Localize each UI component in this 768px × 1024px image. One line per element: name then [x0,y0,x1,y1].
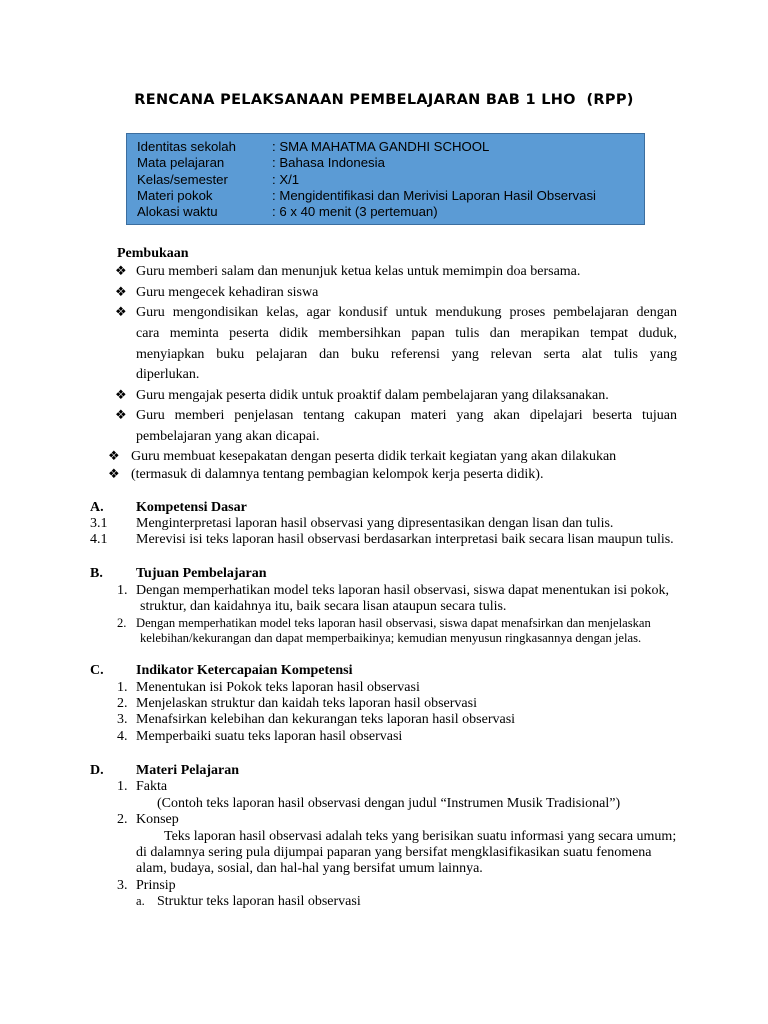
opening-item: Guru mengajak peserta didik untuk proaktif dalam pembelajaran yang dilaksanakan. [136,388,609,403]
section-marker: A. [90,500,104,515]
identity-value: : 6 x 40 menit (3 pertemuan) [272,204,438,219]
opening-item: Guru mengondisikan kelas, agar kondusif untuk mendukung proses pembelajaran dengan [136,305,677,320]
identity-label: Materi pokok [137,188,213,203]
list-number: 3. [117,878,128,893]
identity-value: : X/1 [272,172,300,187]
identity-value: : SMA MAHATMA GANDHI SCHOOL [272,139,490,154]
opening-item-line: diperlukan. [136,367,200,382]
identity-value: : Mengidentifikasi dan Merivisi Laporan Hasil Observasi [272,188,596,203]
list-item: Menafsirkan kelebihan dan kekurangan teks laporan hasil observasi [136,712,516,727]
identity-value: : Bahasa Indonesia [272,155,385,170]
list-item-line: struktur, dan kaidahnya itu, baik secara lisan ataupun secara tulis. [140,599,507,614]
list-item: Menginterpretasi laporan hasil observasi yang dipresentasikan dengan lisan dan tulis. [136,516,614,531]
section-heading: Indikator Ketercapaian Kompetensi [136,663,353,678]
konsep-text-line: alam, budaya, sosial, dan hal-hal yang bersifat umum lainnya. [136,861,483,876]
list-number: 3. [117,712,128,727]
list-item-line: kelebihan/kekurangan dan dapat memperbaikinya; kemudian menyusun ringkasannya dengan jelas. [140,631,642,645]
diamond-bullet-icon: ❖ [115,285,127,300]
diamond-bullet-icon: ❖ [115,264,127,279]
list-number: 2. [117,696,128,711]
section-heading: Materi Pelajaran [136,763,240,778]
diamond-bullet-icon: ❖ [108,467,120,482]
fakta-text: (Contoh teks laporan hasil observasi dengan judul “Instrumen Musik Tradisional”) [157,796,621,811]
identity-label: Identitas sekolah [137,139,236,154]
identity-label: Alokasi waktu [137,204,218,219]
list-item: Menjelaskan struktur dan kaidah teks laporan hasil observasi [136,696,477,711]
list-number: 1. [117,583,128,598]
list-item: Dengan memperhatikan model teks laporan hasil observasi, siswa dapat menentukan isi pokok, [136,583,670,598]
opening-item: (termasuk di dalamnya tentang pembagian kelompok kerja peserta didik). [131,467,544,482]
opening-item: Guru mengecek kehadiran siswa [136,285,319,300]
prinsip-label: Prinsip [136,878,176,893]
opening-item-line: pembelajaran yang akan dicapai. [136,429,320,444]
list-number: 1. [117,680,128,695]
section-marker: B. [90,566,103,581]
list-number: 4. [117,729,128,744]
section-marker: D. [90,763,104,778]
fakta-label: Fakta [136,779,168,794]
identity-label: Kelas/semester [137,172,228,187]
list-item: Memperbaiki suatu teks laporan hasil observasi [136,729,403,744]
list-item: Dengan memperhatikan model teks laporan hasil observasi, siswa dapat menafsirkan dan menjelaskan [136,616,651,630]
opening-item: Guru memberi penjelasan tentang cakupan materi yang akan dipelajari beserta tujuan [136,408,677,423]
section-heading: Kompetensi Dasar [136,500,247,515]
list-item: Menentukan isi Pokok teks laporan hasil observasi [136,680,420,695]
diamond-bullet-icon: ❖ [115,408,127,423]
list-number: 2. [117,812,128,827]
prinsip-sub-item: Struktur teks laporan hasil observasi [157,894,361,909]
opening-item: Guru memberi salam dan menunjuk ketua kelas untuk memimpin doa bersama. [136,264,581,279]
list-number: 4.1 [90,532,108,547]
diamond-bullet-icon: ❖ [108,449,120,464]
opening-item-line: menyiapkan buku pelajaran dan buku referensi yang relevan serta alat tulis yang [136,347,677,362]
opening-item: Guru membuat kesepakatan dengan peserta didik terkait kegiatan yang akan dilakukan [131,449,617,464]
diamond-bullet-icon: ❖ [115,305,127,320]
list-number: 1. [117,779,128,794]
section-heading: Tujuan Pembelajaran [136,566,267,581]
konsep-text: Teks laporan hasil observasi adalah teks yang berisikan suatu informasi yang secara umum; [164,829,677,844]
list-letter: a. [136,894,145,908]
section-marker: C. [90,663,104,678]
page-title: RENCANA PELAKSANAAN PEMBELAJARAN BAB 1 LHO (RPP) [134,92,634,108]
diamond-bullet-icon: ❖ [115,388,127,403]
list-item: Merevisi isi teks laporan hasil observasi berdasarkan interpretasi baik secara lisan maupun tulis. [136,532,674,547]
identity-label: Mata pelajaran [137,155,225,170]
konsep-text-line: di dalamnya sering pula dijumpai paparan yang bersifat mengklasifikasikan suatu fenomena [136,845,652,860]
konsep-label: Konsep [136,812,179,827]
list-number: 3.1 [90,516,108,531]
opening-heading: Pembukaan [117,246,189,261]
list-number: 2. [117,616,127,630]
identity-box [126,133,645,225]
opening-item-line: cara meminta peserta didik membersihkan papan tulis dan merapikan tempat duduk, [136,326,677,341]
